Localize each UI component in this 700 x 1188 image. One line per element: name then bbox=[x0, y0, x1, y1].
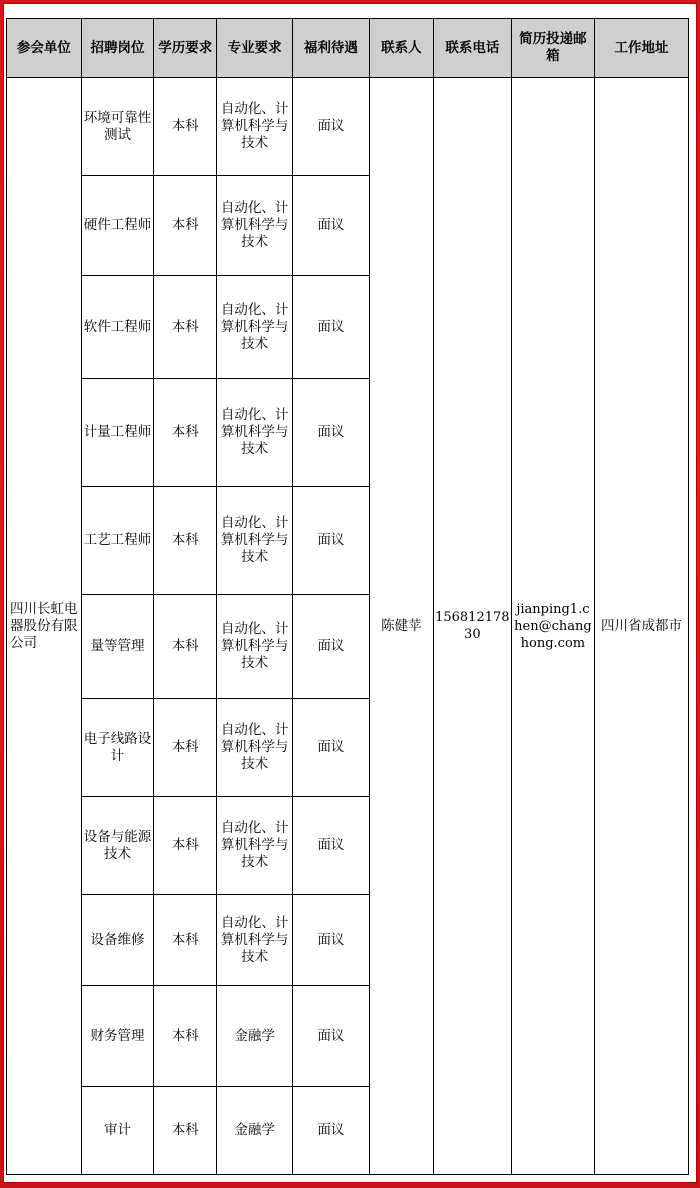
header-education: 学历要求 bbox=[154, 19, 217, 78]
position-cell: 硬件工程师 bbox=[81, 176, 154, 276]
header-email: 简历投递邮箱 bbox=[511, 19, 594, 78]
benefits-cell: 面议 bbox=[293, 595, 370, 699]
education-cell: 本科 bbox=[154, 797, 217, 895]
benefits-cell: 面议 bbox=[293, 176, 370, 276]
major-cell: 自动化、计算机科学与技术 bbox=[217, 595, 293, 699]
major-cell: 自动化、计算机科学与技术 bbox=[217, 895, 293, 986]
header-benefits: 福利待遇 bbox=[293, 19, 370, 78]
major-cell: 自动化、计算机科学与技术 bbox=[217, 797, 293, 895]
address-cell: 四川省成都市 bbox=[595, 78, 689, 1175]
phone-cell: 15681217830 bbox=[433, 78, 511, 1175]
benefits-cell: 面议 bbox=[293, 379, 370, 487]
header-position: 招聘岗位 bbox=[81, 19, 154, 78]
benefits-cell: 面议 bbox=[293, 1087, 370, 1175]
major-cell: 金融学 bbox=[217, 986, 293, 1087]
benefits-cell: 面议 bbox=[293, 78, 370, 176]
email-cell[interactable]: jianping1.chen@changhong.com bbox=[511, 78, 594, 1175]
position-cell: 财务管理 bbox=[81, 986, 154, 1087]
education-cell: 本科 bbox=[154, 379, 217, 487]
education-cell: 本科 bbox=[154, 176, 217, 276]
benefits-cell: 面议 bbox=[293, 986, 370, 1087]
major-cell: 自动化、计算机科学与技术 bbox=[217, 276, 293, 379]
position-cell: 量等管理 bbox=[81, 595, 154, 699]
education-cell: 本科 bbox=[154, 699, 217, 797]
benefits-cell: 面议 bbox=[293, 895, 370, 986]
education-cell: 本科 bbox=[154, 78, 217, 176]
education-cell: 本科 bbox=[154, 895, 217, 986]
header-address: 工作地址 bbox=[595, 19, 689, 78]
major-cell: 自动化、计算机科学与技术 bbox=[217, 699, 293, 797]
education-cell: 本科 bbox=[154, 986, 217, 1087]
position-cell: 设备与能源技术 bbox=[81, 797, 154, 895]
header-major: 专业要求 bbox=[217, 19, 293, 78]
benefits-cell: 面议 bbox=[293, 487, 370, 595]
position-cell: 计量工程师 bbox=[81, 379, 154, 487]
recruitment-table bbox=[6, 18, 689, 1175]
header-contact: 联系人 bbox=[369, 19, 433, 78]
major-cell: 自动化、计算机科学与技术 bbox=[217, 379, 293, 487]
position-cell: 审计 bbox=[81, 1087, 154, 1175]
position-cell: 环境可靠性测试 bbox=[81, 78, 154, 176]
header-row bbox=[7, 19, 689, 78]
contact-cell: 陈健苹 bbox=[369, 78, 433, 1175]
education-cell: 本科 bbox=[154, 1087, 217, 1175]
company-cell: 四川长虹电器股份有限公司 bbox=[7, 78, 82, 1175]
major-cell: 自动化、计算机科学与技术 bbox=[217, 176, 293, 276]
benefits-cell: 面议 bbox=[293, 699, 370, 797]
education-cell: 本科 bbox=[154, 487, 217, 595]
position-cell: 电子线路设计 bbox=[81, 699, 154, 797]
header-company: 参会单位 bbox=[7, 19, 82, 78]
header-phone: 联系电话 bbox=[433, 19, 511, 78]
benefits-cell: 面议 bbox=[293, 276, 370, 379]
position-cell: 工艺工程师 bbox=[81, 487, 154, 595]
major-cell: 自动化、计算机科学与技术 bbox=[217, 78, 293, 176]
education-cell: 本科 bbox=[154, 276, 217, 379]
major-cell: 金融学 bbox=[217, 1087, 293, 1175]
table-row bbox=[7, 78, 689, 176]
major-cell: 自动化、计算机科学与技术 bbox=[217, 487, 293, 595]
position-cell: 设备维修 bbox=[81, 895, 154, 986]
position-cell: 软件工程师 bbox=[81, 276, 154, 379]
benefits-cell: 面议 bbox=[293, 797, 370, 895]
education-cell: 本科 bbox=[154, 595, 217, 699]
